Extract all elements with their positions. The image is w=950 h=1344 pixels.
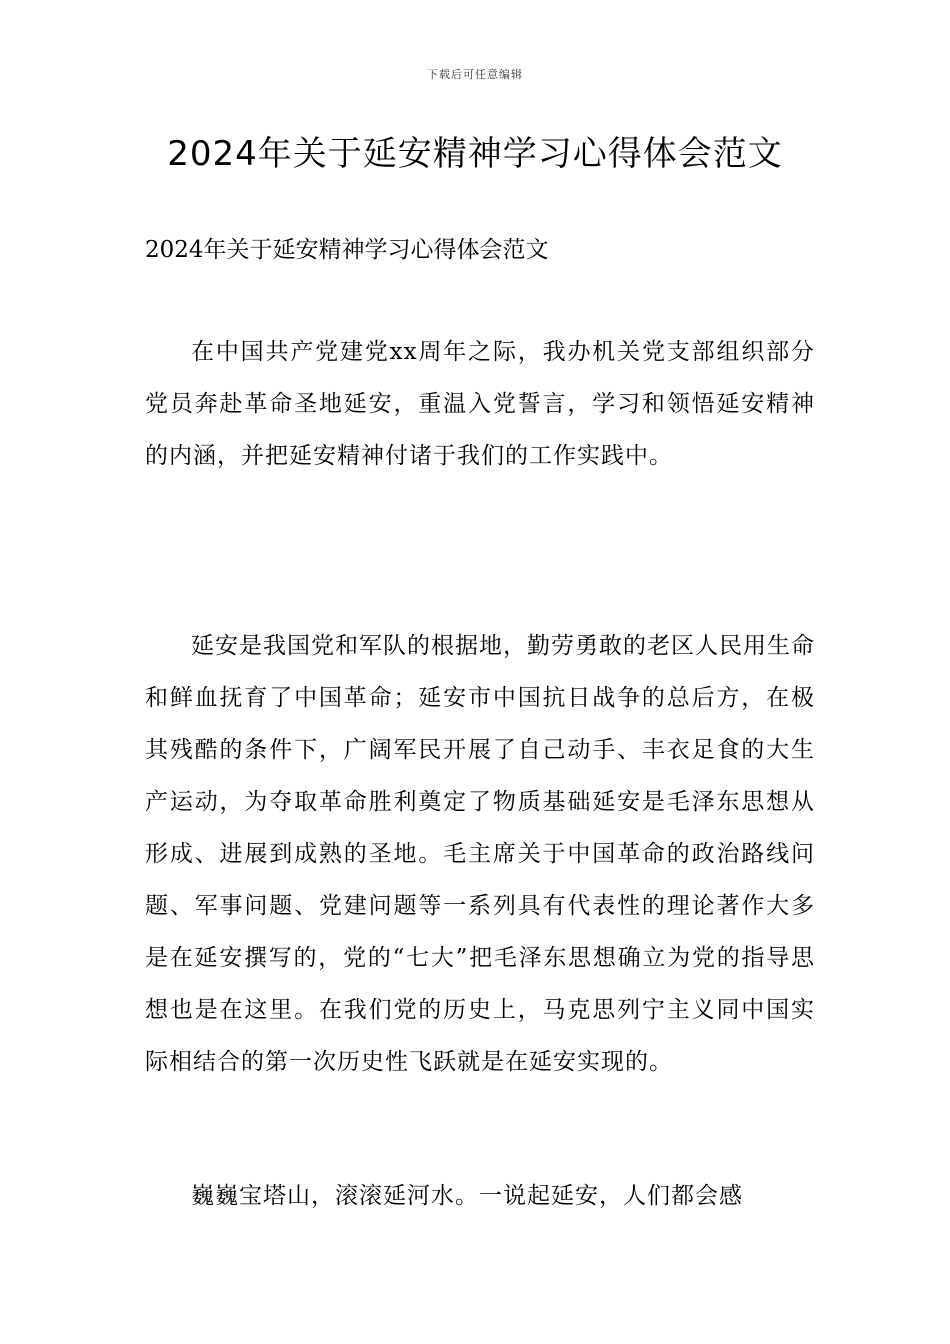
paragraph-3: 巍巍宝塔山，滚滚延河水。一说起延安，人们都会感 bbox=[191, 1183, 743, 1209]
paragraph-2: 延安是我国党和军队的根据地，勤劳勇敢的老区人民用生命和鲜血抚育了中国革命；延安市中国抗日战争的总后方，在极其残酷的条件下，广阔军民开展了自己动手、丰衣足食的大生产运动，为夺取革命胜利奠定了物质基础延安是毛泽东思想从形成、进展到成熟的圣地。毛主席关于中国革命的政治路线问题、军事问题、党建问题等一系列具有代表性的理论著作大多是在延安撰写的，党的“七大”把毛泽东思想确立为党的指导思想也是在这里。在我们党的历史上，马克思列宁主义同中国实际相结合的第一次历史性飞跃就是在延安实现的。 bbox=[145, 633, 815, 1075]
paragraph-1: 在中国共产党建党xx周年之际，我办机关党支部组织部分党员奔赴革命圣地延安，重温入党誓言，学习和领悟延安精神的内涵，并把延安精神付诸于我们的工作实践中。 bbox=[145, 339, 815, 469]
header-note: 下载后可任意编辑 bbox=[427, 68, 523, 81]
document-title: 2024年关于延安精神学习心得体会范文 bbox=[167, 134, 783, 174]
document-subtitle: 2024年关于延安精神学习心得体会范文 bbox=[145, 237, 549, 263]
